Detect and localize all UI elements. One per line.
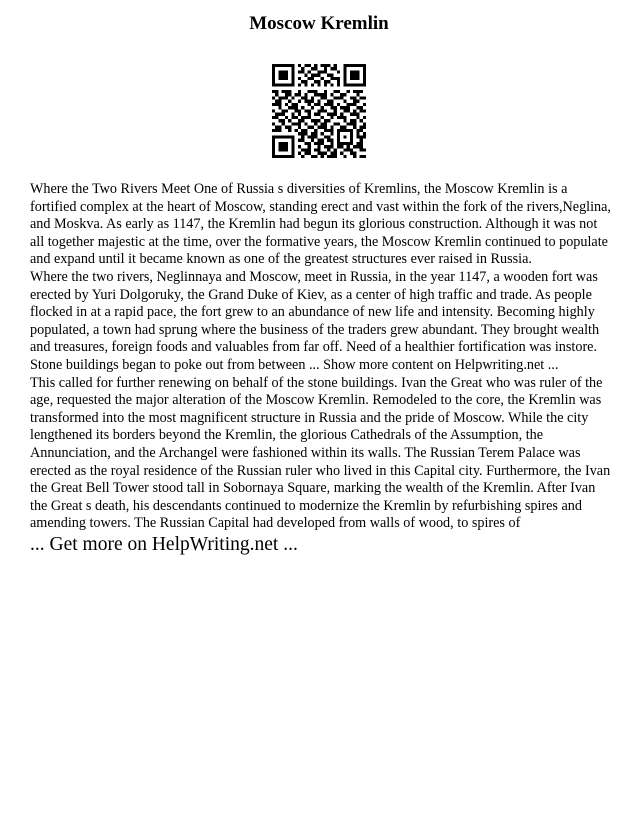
paragraph-3: This called for further renewing on behalf of the stone buildings. Ivan the Great who was ruler of the age, requested the major alteration of the Moscow Kremlin. Remodeled to the core, the Kremlin was transformed into the most magnificent structure in Russia and the pride of Moscow. While the city lengthened its borders beyond the Kremlin, the glorious Cathedrals of the Assumption, the Annunciation, and the Archangel were fashioned within its walls. The Russian Terem Palace was erected as the royal residence of the Russian ruler who lived in this Capital city. Furthermore, the Ivan the Great Bell Tower stood tall in Sobornaya Square, marking the wealth of the Kremlin. After Ivan the Great s death, his descendants continued to modernize the Kremlin by refurbishing spires and amending towers. The Russian Capital had developed from walls of wood, to spires of [30, 374, 611, 532]
article-body [30, 181, 614, 533]
paragraph-2: Where the two rivers, Neglinnaya and Moscow, meet in Russia, in the year 1147, a wooden fort was erected by Yuri Dolgoruky, the Grand Duke of Kiev, as a center of high traffic and trade. As people flocked in at a rapid pace, the fort grew to an abundance of new life and intensity. Becoming highly populated, a town had sprung where the business of the traders grew abundant. They brought wealth and treasures, foreign foods and valuables from far off. Need of a healthier fortification was instore. Stone buildings began to poke out from between ... Show more content on Helpwriting.net ... [30, 268, 600, 373]
qr-code-graphic [272, 64, 366, 158]
get-more-link[interactable]: ... Get more on HelpWriting.net ... [30, 534, 298, 555]
qr-code-icon [272, 64, 366, 158]
page-title: Moscow Kremlin [249, 13, 389, 34]
paragraph-1: Where the Two Rivers Meet One of Russia s diversities of Kremlins, the Moscow Kremlin is a fortified complex at the heart of Moscow, standing erect and vast within the fork of the rivers,Neglina, and Moskva. As early as 1147, the Kremlin had begun its glorious construction. Although it was not all together majestic at the time, over the formative years, the Moscow Kremlin continued to populate and expand until it became known as one of the greatest structures ever raised in Russia. [30, 181, 611, 268]
